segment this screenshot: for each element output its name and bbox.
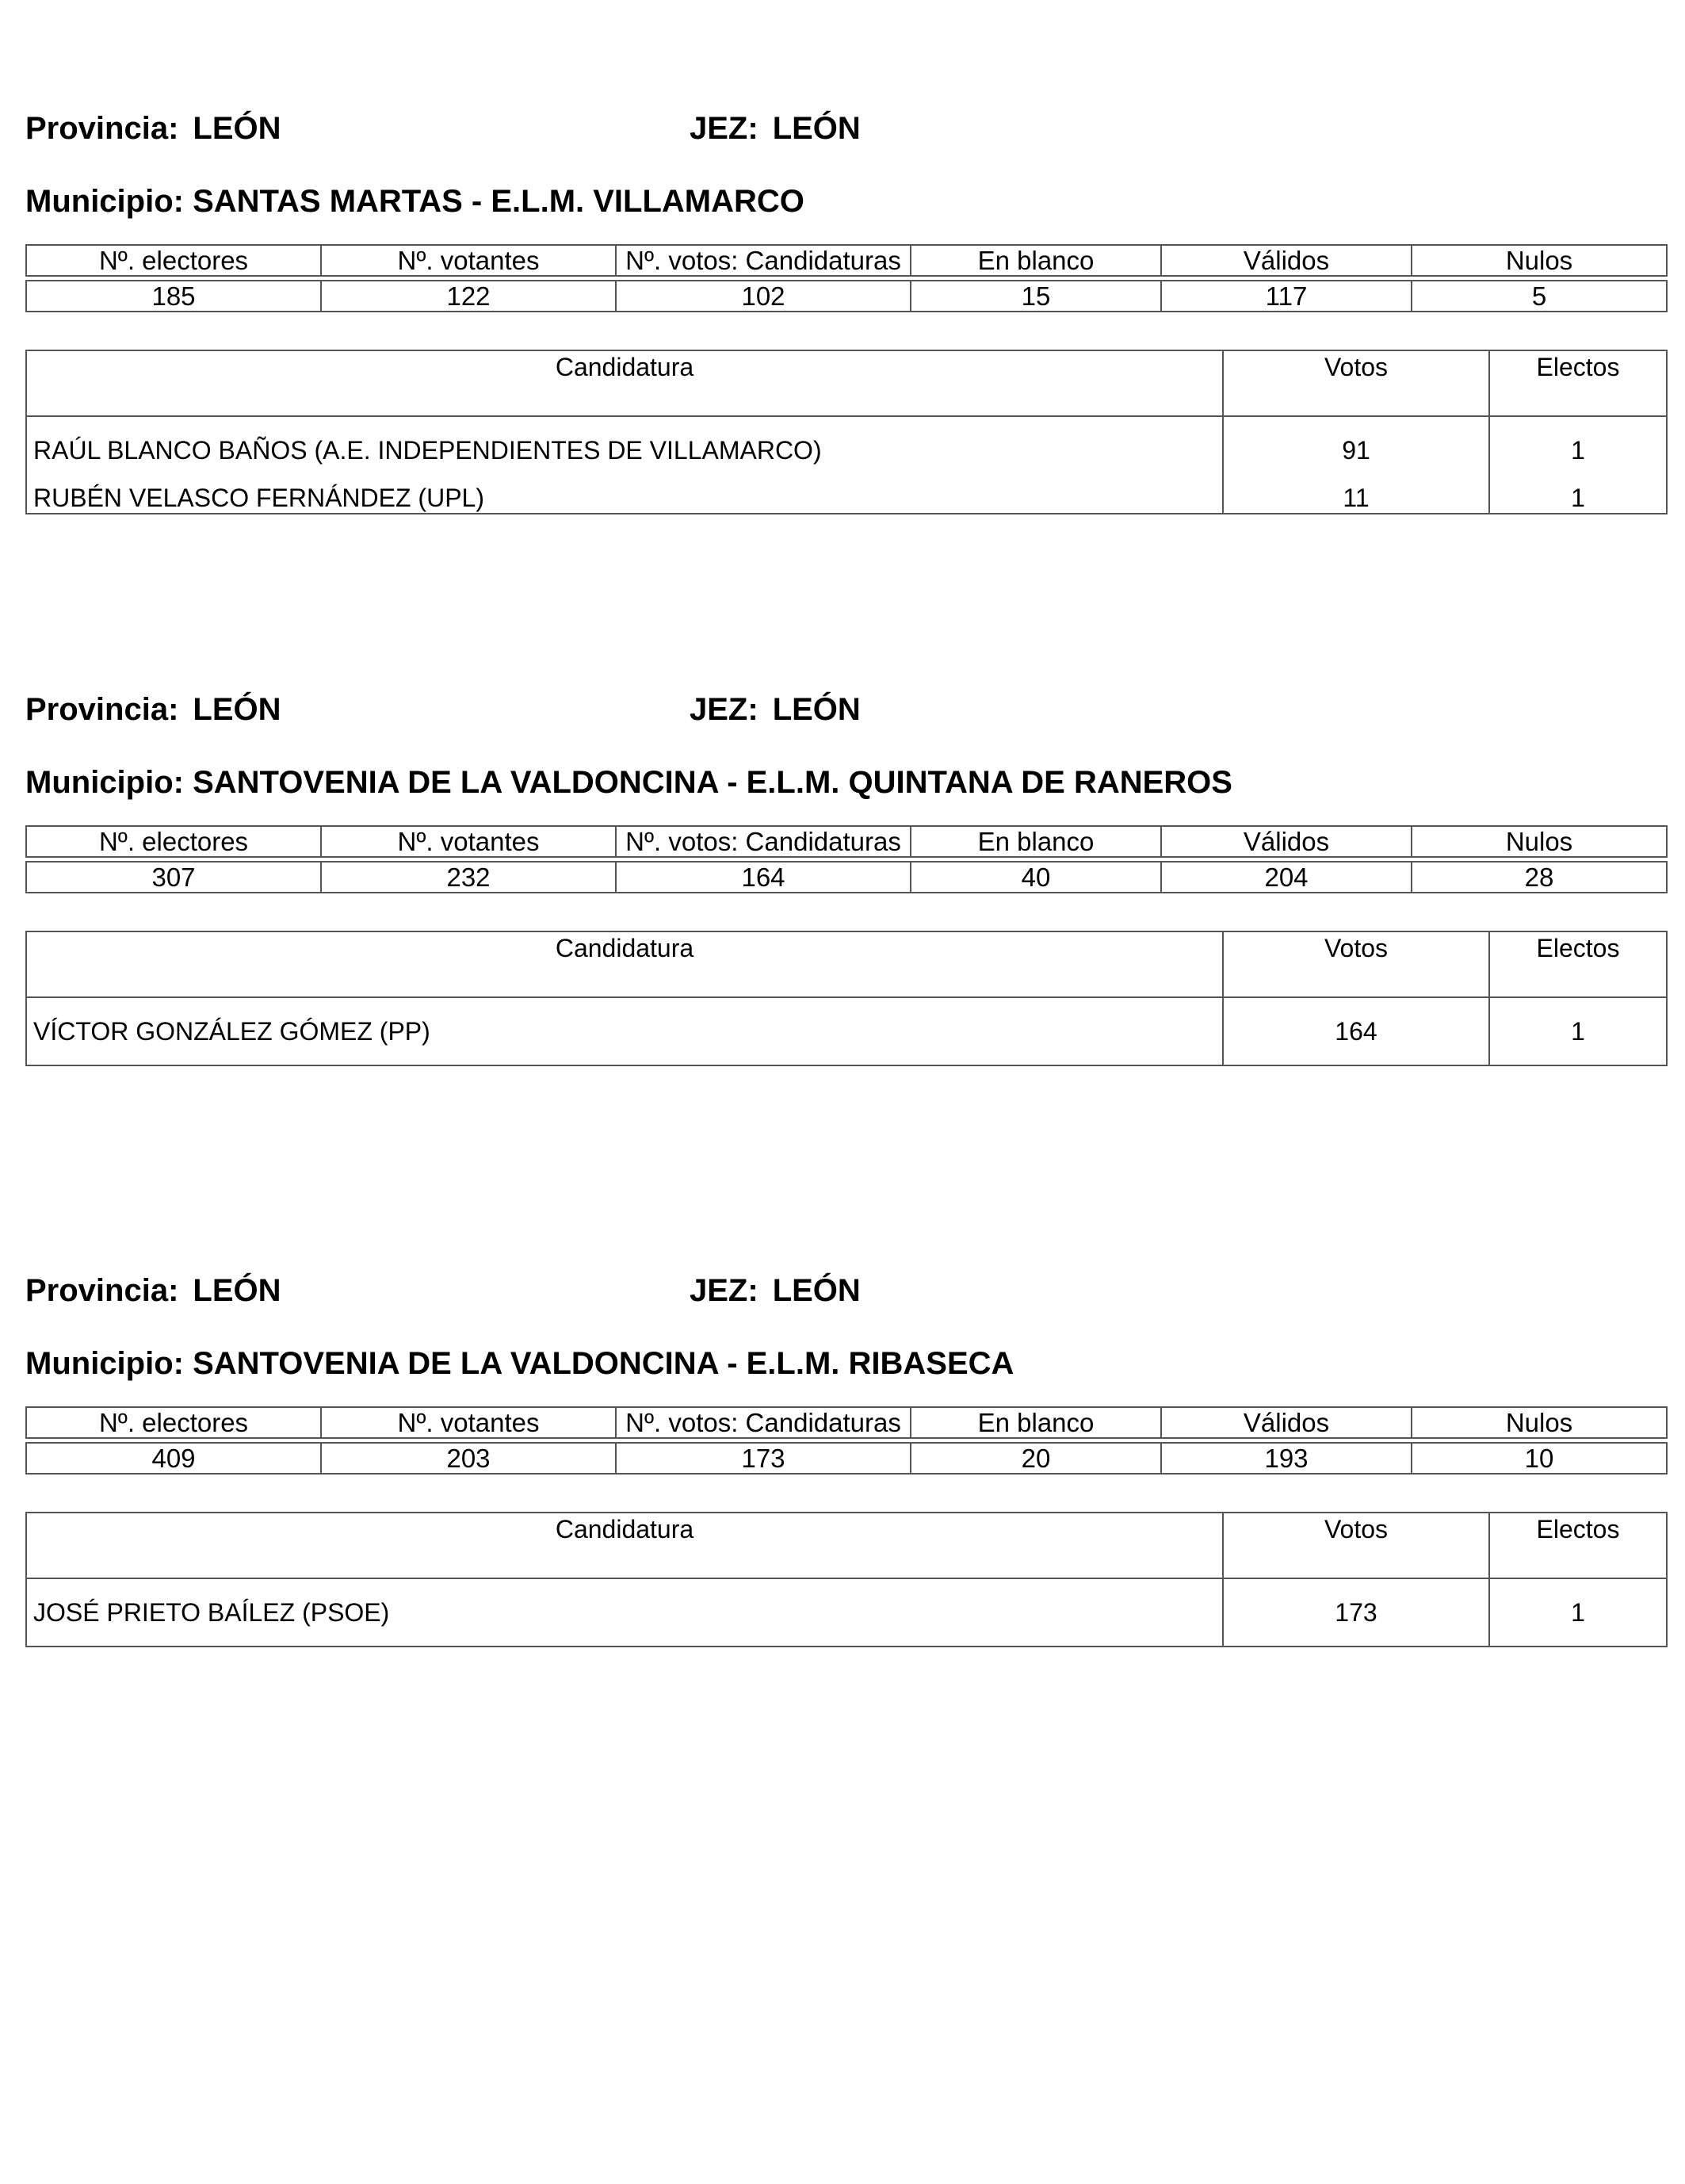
- stats-value: 232: [321, 862, 616, 893]
- stats-header: Nº. votos: Candidaturas: [616, 826, 911, 857]
- stats-value: 409: [26, 1443, 321, 1474]
- candidates-header-row: [26, 931, 1667, 997]
- provincia-label: Provincia:: [25, 111, 179, 146]
- candidate-name: VÍCTOR GONZÁLEZ GÓMEZ (PP): [26, 997, 1223, 1065]
- provincia-value: LEÓN: [193, 692, 281, 727]
- jez: [690, 111, 861, 147]
- stats-value: 193: [1161, 1443, 1412, 1474]
- stats-value: 173: [616, 1443, 911, 1474]
- section-1: [25, 111, 1666, 514]
- stats-value: 204: [1161, 862, 1412, 893]
- municipio-line: [25, 1346, 1666, 1394]
- stats-value: 117: [1161, 281, 1412, 312]
- jez-label: JEZ:: [690, 1273, 758, 1308]
- jez-value: LEÓN: [772, 692, 861, 727]
- stats-header-row: [26, 245, 1667, 276]
- candidate-row: [26, 1578, 1667, 1647]
- stats-value: 15: [911, 281, 1161, 312]
- provincia-label: Provincia:: [25, 692, 179, 727]
- candidate-electos: 1: [1489, 997, 1667, 1065]
- province-line: [25, 1273, 1666, 1321]
- stats-value: 164: [616, 862, 911, 893]
- candidatura-header: Candidatura: [26, 931, 1223, 997]
- votos-header: Votos: [1223, 350, 1489, 416]
- votos-header: Votos: [1223, 931, 1489, 997]
- candidate-row: [26, 997, 1667, 1065]
- provincia: [25, 692, 281, 728]
- stats-header: Válidos: [1161, 1407, 1412, 1438]
- stats-header-row: [26, 1407, 1667, 1438]
- candidate-votos: 91: [1223, 416, 1489, 484]
- stats-header: Válidos: [1161, 245, 1412, 276]
- electos-header: Electos: [1489, 350, 1667, 416]
- jez-label: JEZ:: [690, 111, 758, 146]
- candidates-table: [25, 350, 1668, 514]
- municipio-label: Municipio:: [25, 765, 184, 800]
- candidate-votos: 173: [1223, 1578, 1489, 1647]
- stats-header: En blanco: [911, 1407, 1161, 1438]
- stats-header: Nulos: [1412, 826, 1667, 857]
- stats-header: Válidos: [1161, 826, 1412, 857]
- candidate-name: RAÚL BLANCO BAÑOS (A.E. INDEPENDIENTES DE VILLAMARCO): [26, 416, 1223, 484]
- candidates-header-row: [26, 1513, 1667, 1578]
- jez-value: LEÓN: [772, 111, 861, 146]
- candidate-row: [26, 484, 1667, 514]
- jez: [690, 1273, 861, 1309]
- candidate-electos: 1: [1489, 484, 1667, 514]
- stats-header: Nº. electores: [26, 1407, 321, 1438]
- jez-label: JEZ:: [690, 692, 758, 727]
- province-line: [25, 692, 1666, 740]
- candidate-votos: 11: [1223, 484, 1489, 514]
- municipio-label: Municipio:: [25, 1346, 184, 1381]
- provincia: [25, 111, 281, 147]
- stats-header: Nº. votos: Candidaturas: [616, 245, 911, 276]
- municipio-label: Municipio:: [25, 184, 184, 219]
- stats-table: [25, 244, 1668, 312]
- province-line: [25, 111, 1666, 159]
- municipio-value: SANTAS MARTAS - E.L.M. VILLAMARCO: [193, 184, 804, 219]
- provincia-label: Provincia:: [25, 1273, 179, 1308]
- votos-header: Votos: [1223, 1513, 1489, 1578]
- stats-value: 20: [911, 1443, 1161, 1474]
- candidatura-header: Candidatura: [26, 350, 1223, 416]
- candidate-electos: 1: [1489, 1578, 1667, 1647]
- stats-value: 122: [321, 281, 616, 312]
- stats-header: En blanco: [911, 826, 1161, 857]
- provincia-value: LEÓN: [193, 1273, 281, 1308]
- municipio-value: SANTOVENIA DE LA VALDONCINA - E.L.M. RIBASECA: [193, 1346, 1014, 1381]
- municipio-line: [25, 765, 1666, 813]
- candidate-votos: 164: [1223, 997, 1489, 1065]
- jez-value: LEÓN: [772, 1273, 861, 1308]
- stats-value: 307: [26, 862, 321, 893]
- stats-header: Nº. electores: [26, 245, 321, 276]
- stats-value: 102: [616, 281, 911, 312]
- municipio-line: [25, 184, 1666, 231]
- section-3: [25, 1273, 1666, 1647]
- stats-header: Nº. votantes: [321, 245, 616, 276]
- stats-table: [25, 825, 1668, 893]
- candidatura-header: Candidatura: [26, 1513, 1223, 1578]
- stats-header: Nº. electores: [26, 826, 321, 857]
- jez: [690, 692, 861, 728]
- provincia: [25, 1273, 281, 1309]
- stats-header-row: [26, 826, 1667, 857]
- candidate-name: JOSÉ PRIETO BAÍLEZ (PSOE): [26, 1578, 1223, 1647]
- stats-table: [25, 1406, 1668, 1474]
- section-2: [25, 692, 1666, 1066]
- stats-header: Nº. votantes: [321, 1407, 616, 1438]
- stats-value: 185: [26, 281, 321, 312]
- stats-header: Nulos: [1412, 1407, 1667, 1438]
- stats-header: En blanco: [911, 245, 1161, 276]
- stats-value-row: [26, 281, 1667, 312]
- stats-value: 10: [1412, 1443, 1667, 1474]
- electos-header: Electos: [1489, 1513, 1667, 1578]
- candidates-table: [25, 1512, 1668, 1647]
- stats-header: Nº. votos: Candidaturas: [616, 1407, 911, 1438]
- municipio-value: SANTOVENIA DE LA VALDONCINA - E.L.M. QUINTANA DE RANEROS: [193, 765, 1232, 800]
- electos-header: Electos: [1489, 931, 1667, 997]
- stats-value: 40: [911, 862, 1161, 893]
- stats-value-row: [26, 1443, 1667, 1474]
- stats-value: 28: [1412, 862, 1667, 893]
- stats-header: Nº. votantes: [321, 826, 616, 857]
- candidate-row: [26, 416, 1667, 484]
- candidate-electos: 1: [1489, 416, 1667, 484]
- stats-header: Nulos: [1412, 245, 1667, 276]
- candidates-header-row: [26, 350, 1667, 416]
- stats-value-row: [26, 862, 1667, 893]
- stats-value: 203: [321, 1443, 616, 1474]
- stats-value: 5: [1412, 281, 1667, 312]
- candidates-table: [25, 931, 1668, 1066]
- provincia-value: LEÓN: [193, 111, 281, 146]
- candidate-name: RUBÉN VELASCO FERNÁNDEZ (UPL): [26, 484, 1223, 514]
